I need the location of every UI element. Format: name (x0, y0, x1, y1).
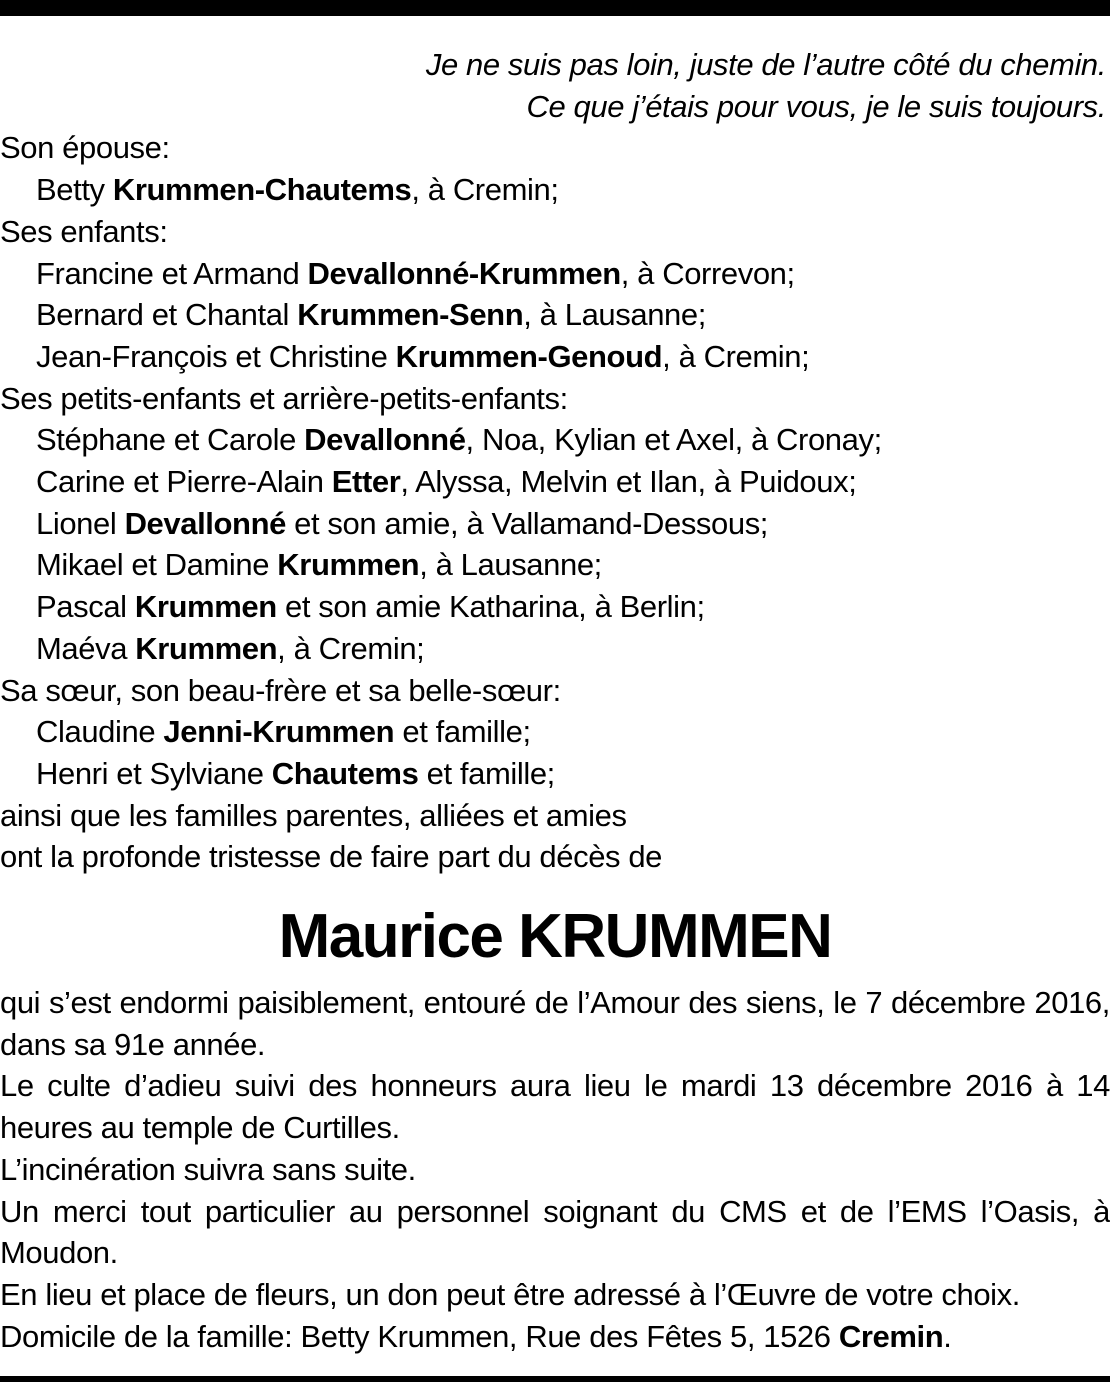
sibling-entry (0, 711, 1110, 753)
grandchild-entry (0, 628, 1110, 670)
grandchildren-label: Ses petits-enfants et arrière-petits-enfants: (0, 380, 568, 416)
closing-line: ainsi que les familles parentes, alliées et amies (0, 797, 627, 833)
domicile-line (0, 1316, 1110, 1358)
paragraph: Un merci tout particulier au personnel soignant du CMS et de l’EMS l’Oasis, à Moudon. (0, 1193, 1110, 1271)
entry-surname: Krummen-Genoud (395, 338, 663, 374)
entry-pre: Pascal (36, 589, 135, 625)
entry-post: , à Cremin; (662, 338, 810, 374)
entry-post: , Noa, Kylian et Axel, à Cronay; (465, 422, 882, 458)
grandchild-entry (0, 544, 1110, 586)
entry-pre: Betty (36, 172, 113, 208)
entry-surname: Krummen (134, 589, 277, 625)
entry-surname: Devallonné-Krummen (307, 255, 621, 291)
entry-surname: Krummen (135, 630, 278, 666)
entry-surname: Devallonné (304, 422, 466, 458)
entry-post: , à Cremin; (277, 630, 425, 666)
paragraph: L’incinération suivra sans suite. (0, 1151, 416, 1187)
poem-line-2: Ce que j’étais pour vous, je le suis toujours. (526, 88, 1106, 124)
grandchild-entry (0, 419, 1110, 461)
entry-pre: Mikael et Damine (36, 547, 278, 583)
domicile-end: . (943, 1318, 952, 1354)
entry-pre: Claudine (36, 714, 164, 750)
child-entry (0, 294, 1110, 336)
entry-post: et famille; (418, 755, 555, 791)
domicile-town: Cremin (838, 1318, 944, 1354)
entry-surname: Krummen (277, 547, 420, 583)
sibling-entry (0, 753, 1110, 795)
child-entry (0, 336, 1110, 378)
paragraph: qui s’est endormi paisiblement, entouré de l’Amour des siens, le 7 décembre 2016, dans sa 91e année. (0, 985, 1110, 1062)
entry-post: , Alyssa, Melvin et Ilan, à Puidoux; (400, 464, 857, 500)
poem-line-1: Je ne suis pas loin, juste de l’autre côté du chemin. (425, 47, 1106, 82)
paragraph: Le culte d’adieu suivi des honneurs aura lieu le mardi 13 décembre 2016 à 14 heures au temple de Curtilles. (0, 1068, 1110, 1146)
grandchild-entry (0, 586, 1110, 628)
entry-post: et son amie Katharina, à Berlin; (276, 589, 705, 625)
grandchild-entry (0, 461, 1110, 503)
entry-pre: Carine et Pierre-Alain (36, 464, 332, 500)
siblings-label: Sa sœur, son beau-frère et sa belle-sœur: (0, 672, 561, 708)
entry-surname: Devallonné (124, 505, 286, 541)
entry-post: et famille; (394, 714, 531, 750)
entry-post: , à Lausanne; (419, 547, 602, 583)
entry-pre: Henri et Sylviane (36, 755, 272, 791)
entry-pre: Lionel (36, 505, 125, 541)
entry-post: et son amie, à Vallamand-Dessous; (285, 505, 769, 541)
domicile-text: Domicile de la famille: Betty Krummen, Rue des Fêtes 5, 1526 (0, 1318, 839, 1354)
entry-surname: Chautems (271, 755, 419, 791)
obituary-notice (0, 44, 1110, 1357)
children-label: Ses enfants: (0, 213, 168, 249)
entry-pre: Stéphane et Carole (36, 422, 305, 458)
entry-surname: Krummen-Senn (297, 297, 524, 333)
grandchild-entry (0, 503, 1110, 545)
spouse-entry (0, 169, 1110, 211)
entry-pre: Maéva (36, 630, 136, 666)
entry-pre: Bernard et Chantal (36, 297, 298, 333)
entry-surname: Etter (331, 464, 401, 500)
entry-post: , à Cremin; (411, 172, 559, 208)
entry-post: , à Lausanne; (523, 297, 706, 333)
spouse-label: Son épouse: (0, 130, 170, 166)
child-entry (0, 253, 1110, 295)
closing-line: ont la profonde tristesse de faire part du décès de (0, 839, 663, 875)
entry-post: , à Correvon; (620, 255, 795, 291)
entry-surname: Krummen-Chautems (112, 172, 412, 208)
entry-surname: Jenni-Krummen (163, 714, 395, 750)
paragraph: En lieu et place de fleurs, un don peut être adressé à l’Œuvre de votre choix. (0, 1276, 1020, 1312)
deceased-name: Maurice KRUMMEN (278, 902, 832, 972)
entry-pre: Francine et Armand (36, 255, 308, 291)
bottom-rule (0, 1376, 1110, 1382)
entry-pre: Jean-François et Christine (36, 338, 396, 374)
top-rule (0, 0, 1110, 16)
